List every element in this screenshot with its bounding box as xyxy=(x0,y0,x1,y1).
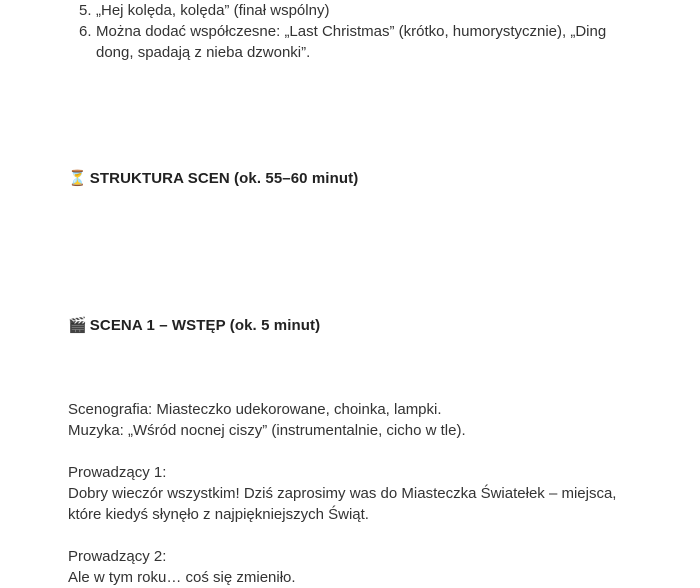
spacer xyxy=(68,189,632,210)
speaker-1-label: Prowadzący 1: xyxy=(68,464,167,481)
spacer xyxy=(68,231,632,252)
list-item xyxy=(68,21,632,63)
speaker-1-line-1: Dobry wieczór wszystkim! Dziś zaprosimy was do Miasteczka Światełek – miejsca, xyxy=(68,485,617,502)
clapperboard-icon: 🎬 xyxy=(68,317,87,334)
spacer xyxy=(68,147,632,168)
list-item xyxy=(68,0,632,21)
spacer xyxy=(68,252,632,273)
section-heading-text: STRUKTURA SCEN (ok. 55–60 minut) xyxy=(89,170,359,187)
hourglass-icon: ⏳ xyxy=(68,170,87,187)
speaker-1-line-2: które kiedyś słynęło z najpiękniejszych Świąt. xyxy=(68,506,369,523)
scenography-line: Scenografia: Miasteczko udekorowane, choinka, lampki. xyxy=(68,401,442,418)
document-body xyxy=(68,0,632,588)
spacer xyxy=(68,210,632,231)
scene-heading xyxy=(68,315,632,336)
speaker-1-block xyxy=(68,462,632,525)
list-item-number: 6. xyxy=(79,23,92,40)
spacer xyxy=(68,294,632,315)
section-heading xyxy=(68,168,632,189)
list-item-text: Można dodać współczesne: „Last Christmas” (krótko, humorystycznie), „Ding dong, spadają z nieba dzwonki”. xyxy=(96,23,607,61)
list-item-text: „Hej kolęda, kolęda” (finał wspólny) xyxy=(96,2,330,19)
music-line: Muzyka: „Wśród nocnej ciszy” (instrumentalnie, cicho w tle). xyxy=(68,422,466,439)
list-item-number: 5. xyxy=(79,2,92,19)
spacer xyxy=(68,525,632,546)
spacer xyxy=(68,105,632,126)
spacer xyxy=(68,84,632,105)
speaker-2-block xyxy=(68,546,632,588)
spacer xyxy=(68,441,632,462)
spacer xyxy=(68,357,632,378)
scene-heading-text: SCENA 1 – WSTĘP (ok. 5 minut) xyxy=(89,317,321,334)
spacer xyxy=(68,336,632,357)
ordered-list xyxy=(68,0,632,63)
spacer xyxy=(68,126,632,147)
speaker-2-line-1: Ale w tym roku… coś się zmieniło. xyxy=(68,569,296,586)
speaker-2-label: Prowadzący 2: xyxy=(68,548,167,565)
spacer xyxy=(68,378,632,399)
scene-notes xyxy=(68,399,632,441)
spacer xyxy=(68,273,632,294)
spacer xyxy=(68,63,632,84)
